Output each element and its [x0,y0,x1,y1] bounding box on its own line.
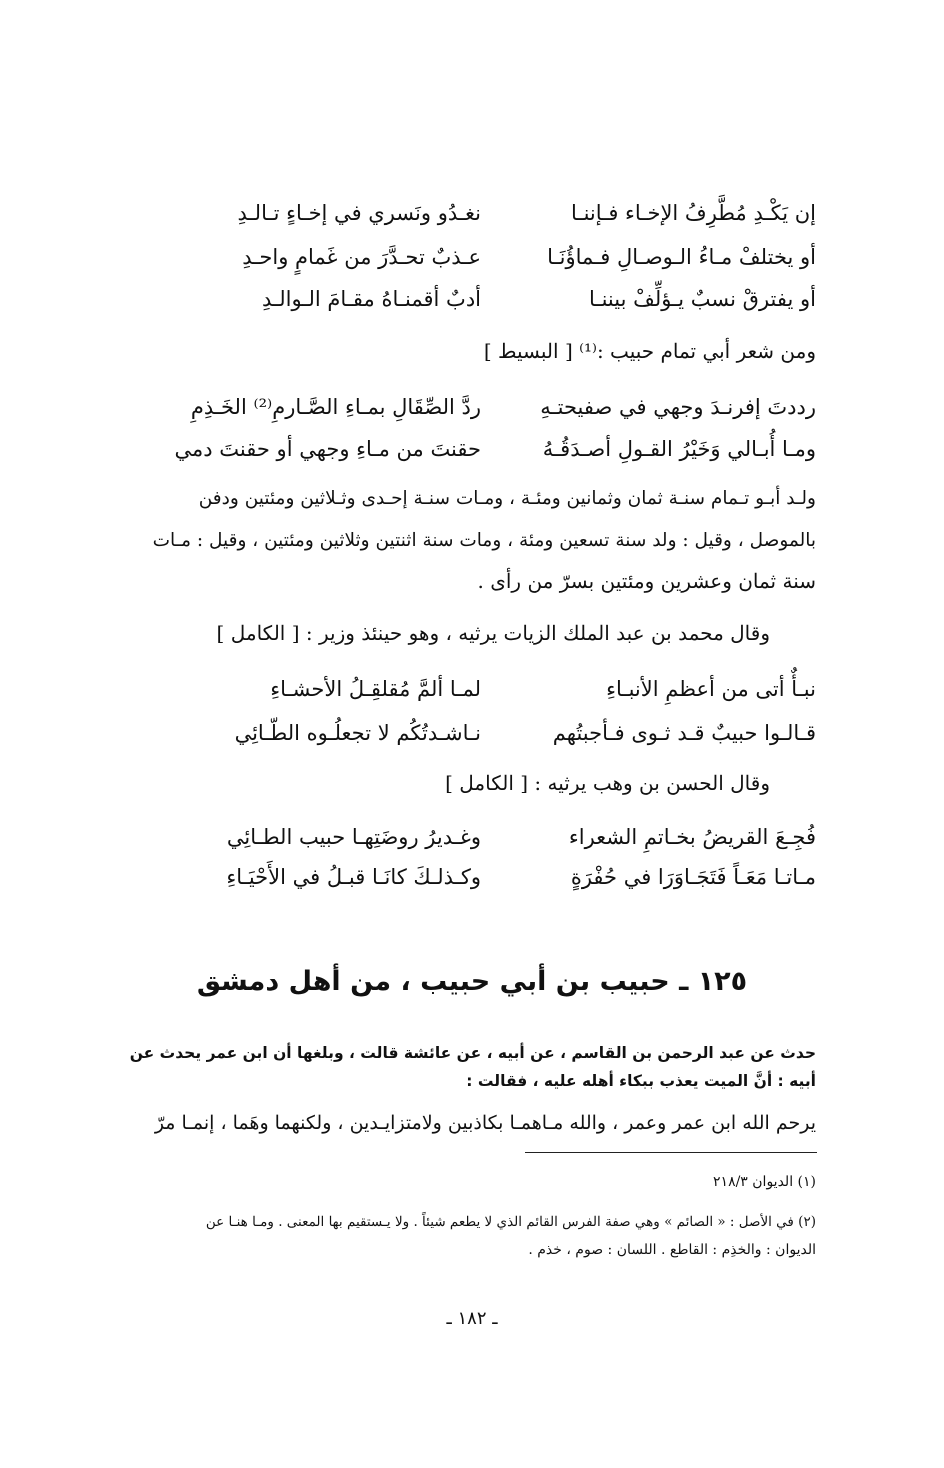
prose-line: سنة ثمان وعشرين ومئتين بسرّ من رأى . [477,569,816,593]
verse-hemistich-left: نـاشـدتُكُم لا تجعلُـوه الطّـائِي [234,721,481,745]
verse-line [136,240,816,274]
verse-hemistich-right: قـالـوا حبيبٌ قـد ثـوى فـأجبتُهم [552,721,816,745]
verse-hemistich-right: رددتَ إفرنـدَ وجهي في صفيحتـهِ [540,395,816,419]
page-number: ـ ١٨٢ ـ [446,1308,498,1329]
verse-line [136,820,816,854]
verse-line [136,860,816,894]
section-title: ١٢٥ ـ حبيب بن أبي حبيب ، من أهل دمشق [196,966,748,997]
verse-line [136,716,816,750]
verse-hemistich-right: إن يَكْـدِ مُطَّرِفُ الإخـاء فـإننـا [571,201,816,225]
verse-line [136,390,816,424]
verse-hemistich-left: وغـديرُ روضَتِهـا حبيب الطـائِي [226,825,481,849]
verse-hemistich-right: مـاتـا مَعَـاً فَتَجَـاوَرَا في حُفْرَةٍ [570,865,816,889]
hadith-line: أبيه : أنَّ الميت يعذب ببكاء أهله عليه ، فقالت : [466,1072,816,1090]
prose-line: ولـد أبـو تـمام سنـة ثمان وثمانين ومئـة ، ومـات سنـة إحـدى وثـلاثين ومئتين ودفن [198,488,816,509]
verse-line [136,282,816,316]
prose-line: يرحم الله ابن عمر وعمر ، والله مـاهمـا بكاذبين ولامتزايـدين ، ولكنهما وهَما ، إنمـا مرّ [154,1112,816,1134]
verse-hemistich-left: ردَّ الصِّقَالِ بمـاءِ الصَّـارمِ⁽²⁾ الخَـذِمِ [190,395,481,419]
footnote-separator [525,1152,817,1153]
prose-line: بالموصل ، وقيل : ولد سنة تسعين ومئة ، ومات سنة اثنتين وثلاثين ومئتين ، وقيل : مـات [152,530,816,551]
hadith-line: حدث عن عبد الرحمن بن القاسم ، عن أبيه ، عن عائشة قالت ، وبلغها أن ابن عمر يحدث عن [129,1044,816,1062]
verse-hemistich-left: لمـا ألمَّ مُقلقِـلُ الأحشـاءِ [270,677,481,701]
footnote: (١) الديوان ٢١٨/٣ [713,1174,816,1190]
verse-hemistich-left: عـذبٌ تحـدَّرَ من غَمامٍ واحـدِ [242,245,481,269]
footnote: (٢) في الأصل : « الصائم » وهي صفة الفرس القائم الذي لا يطعم شيئاً . ولا يـستقيم بها المعنى . ومـا هنـا عن [205,1214,816,1230]
verse-hemistich-right: فُجِـعَ القريضُ بخـاتمِ الشعراء [568,825,816,849]
poem-intro: ومن شعر أبي تمام حبيب :⁽¹⁾ [ البسيط ] [483,339,816,363]
verse-hemistich-right: نبـأٌ أتى من أعظمِ الأنبـاءِ [606,677,816,701]
verse-hemistich-right: أو يفترقْ نسبٌ يـؤلِّفْ بيننـا [589,287,816,311]
verse-line [136,672,816,706]
footnote: الديوان : والخذِم : القاطع . اللسان : صوم ، خذم . [528,1242,816,1258]
verse-hemistich-left: وكـذلـكَ كانَـا قبـلُ في الأَحْيَـاءِ [226,865,481,889]
verse-hemistich-left: حقنتَ من مـاءِ وجهي أو حقنتَ دمي [174,437,481,461]
verse-hemistich-left: نغـدُو ونَسري في إخـاءٍ تـالـدِ [237,201,481,225]
poem-intro: وقال محمد بن عبد الملك الزيات يرثيه ، وهو حينئذ وزير : [ الكامل ] [216,621,770,645]
verse-line [136,196,816,230]
verse-hemistich-right: ومـا أُبـالي وَخَيْرُ القـولِ أصـدَقُـهُ [542,437,816,461]
verse-line [136,432,816,466]
verse-hemistich-left: أدبٌ أقمنـاهُ مقـامَ الـوالـدِ [262,287,481,311]
poem-intro: وقال الحسن بن وهب يرثيه : [ الكامل ] [445,771,770,795]
verse-hemistich-right: أو يختلفْ مـاءُ الـوصـالِ فـماؤُنَـا [547,245,816,269]
